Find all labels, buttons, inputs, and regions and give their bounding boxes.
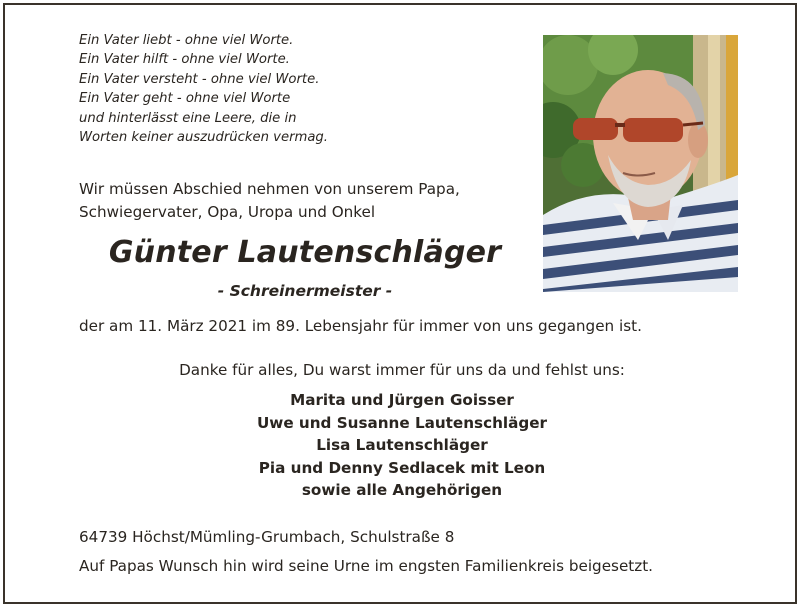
mourner-entry: Lisa Lautenschläger (316, 436, 488, 454)
poem-line: Ein Vater geht - ohne viel Worte (79, 91, 291, 107)
poem-line: Worten keiner auszudrücken vermag. (79, 130, 328, 146)
obituary-notice (3, 3, 797, 604)
poem-line: Ein Vater versteht - ohne viel Worte. (79, 71, 320, 87)
burial-note: Auf Papas Wunsch hin wird seine Urne im engsten Familienkreis beigesetzt. (79, 557, 654, 575)
poem-line: Ein Vater liebt - ohne viel Worte. (79, 33, 294, 48)
deceased-name: Günter Lautenschläger (108, 235, 502, 270)
intro-text (79, 178, 460, 224)
intro-line: Wir müssen Abschied nehmen von unserem Papa, (79, 180, 460, 198)
poem (79, 31, 328, 147)
thanks-line: Danke für alles, Du warst immer für uns da und fehlst uns: (179, 361, 625, 379)
poem-line: Ein Vater hilft - ohne viel Worte. (79, 52, 290, 68)
intro-line: Schwiegervater, Opa, Uropa und Onkel (79, 203, 376, 221)
mourner-entry: Uwe und Susanne Lautenschläger (256, 413, 548, 432)
mourner-entry: sowie alle Angehörigen (301, 481, 503, 499)
mourner-entry: Marita und Jürgen Goisser (290, 391, 514, 409)
mourners-list (5, 389, 799, 502)
portrait-photo (543, 35, 738, 292)
deceased-profession: - Schreinermeister - (217, 282, 393, 300)
poem-line: und hinterlässt eine Leere, die in (79, 110, 297, 126)
mourner-entry: Pia und Denny Sedlacek mit Leon (258, 458, 546, 477)
death-statement: der am 11. März 2021 im 89. Lebensjahr für immer von uns gegangen ist. (79, 317, 642, 335)
address-line: 64739 Höchst/Mümling-Grumbach, Schulstraße 8 (79, 528, 455, 546)
